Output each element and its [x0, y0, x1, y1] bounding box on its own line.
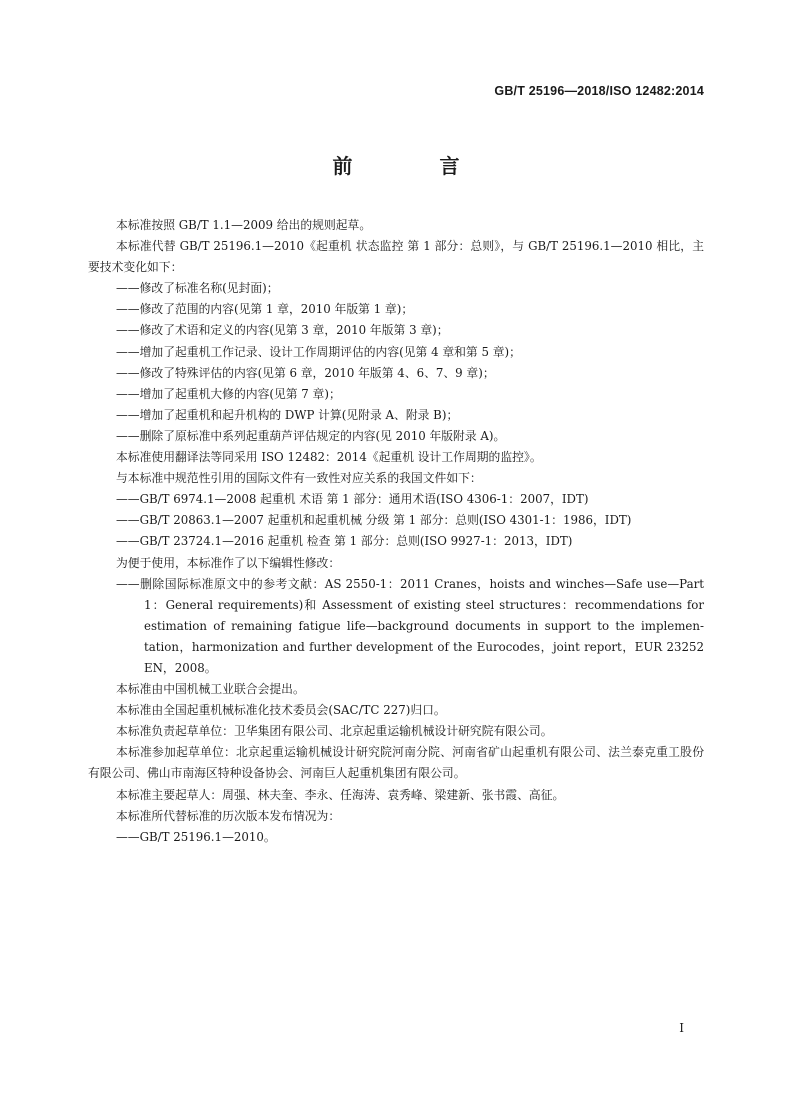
reference-item: ——GB/T 20863.1—2007 起重机和起重机械 分级 第 1 部分：总则(ISO 4301-1：1986，IDT) — [116, 513, 632, 528]
change-item: ——删除了原标准中系列起重葫芦评估规定的内容(见 2010 年版附录 A)。 — [116, 428, 506, 443]
change-item: ——增加了起重机工作记录、设计工作周期评估的内容(见第 4 章和第 5 章)； — [116, 344, 521, 359]
paragraph-corresponding-docs: 与本标准中规范性引用的国际文件有一致性对应关系的我国文件如下： — [116, 471, 482, 486]
paragraph-lead-drafters: 本标准负责起草单位：卫华集团有限公司、北京起重运输机械设计研究院有限公司。 — [116, 724, 553, 739]
paragraph-proposed-by: 本标准由中国机械工业联合会提出。 — [116, 682, 305, 697]
change-item: ——增加了起重机大修的内容(见第 7 章)； — [116, 386, 341, 401]
change-item: ——修改了特殊评估的内容(见第 6 章，2010 年版第 4、6、7、9 章)； — [116, 365, 495, 380]
editorial-item: ——删除国际标准原文中的参考文献：AS 2550-1：2011 Cranes，hoists and winches—Safe use—Part 1：General requirements)和 Assessment of existing steel structures：recommendations for estimation of remaining fatigue life—background documents in support to the implemen-tation，harmonization and further development of the Eurocodes，joint report，EUR 23252 EN，2008。 — [116, 576, 704, 675]
reference-item: ——GB/T 23724.1—2016 起重机 检查 第 1 部分：总则(ISO 9927-1：2013，IDT) — [116, 534, 573, 549]
standard-number-header: GB/T 25196—2018/ISO 12482:2014 — [494, 84, 704, 98]
paragraph-replaces: 本标准代替 GB/T 25196.1—2010《起重机 状态监控 第 1 部分：总则》，与 GB/T 25196.1—2010 相比，主要技术变化如下： — [88, 239, 704, 275]
page-title: 前 言 — [332, 154, 500, 178]
paragraph-drafting-rules: 本标准按照 GB/T 1.1—2009 给出的规则起草。 — [116, 218, 372, 232]
paragraph-participating-drafters: 本标准参加起草单位：北京起重运输机械设计研究院河南分院、河南省矿山起重机有限公司、法兰泰克重工股份有限公司、佛山市南海区特种设备协会、河南巨人起重机集团有限公司。 — [88, 745, 704, 781]
change-item: ——修改了术语和定义的内容(见第 3 章，2010 年版第 3 章)； — [116, 323, 449, 338]
paragraph-adoption: 本标准使用翻译法等同采用 ISO 12482：2014《起重机 设计工作周期的监控》。 — [116, 450, 542, 465]
paragraph-under-jurisdiction: 本标准由全国起重机械标准化技术委员会(SAC/TC 227)归口。 — [116, 703, 446, 718]
change-item: ——增加了起重机和起升机构的 DWP 计算(见附录 A、附录 B)； — [116, 407, 459, 422]
change-item: ——修改了范围的内容(见第 1 章，2010 年版第 1 章)； — [116, 302, 414, 317]
history-item: ——GB/T 25196.1—2010。 — [116, 829, 276, 844]
foreword-body — [88, 215, 704, 848]
reference-item: ——GB/T 6974.1—2008 起重机 术语 第 1 部分：通用术语(ISO 4306-1：2007，IDT) — [116, 492, 589, 507]
paragraph-editorial: 为便于使用，本标准作了以下编辑性修改： — [116, 555, 341, 570]
page-number: I — [679, 1021, 684, 1035]
paragraph-history: 本标准所代替标准的历次版本发布情况为： — [116, 808, 341, 823]
change-item: ——修改了标准名称(见封面)； — [116, 281, 279, 296]
paragraph-main-drafters: 本标准主要起草人：周强、林夫奎、李永、任海涛、袁秀峰、梁建新、张书霞、高征。 — [116, 787, 565, 802]
